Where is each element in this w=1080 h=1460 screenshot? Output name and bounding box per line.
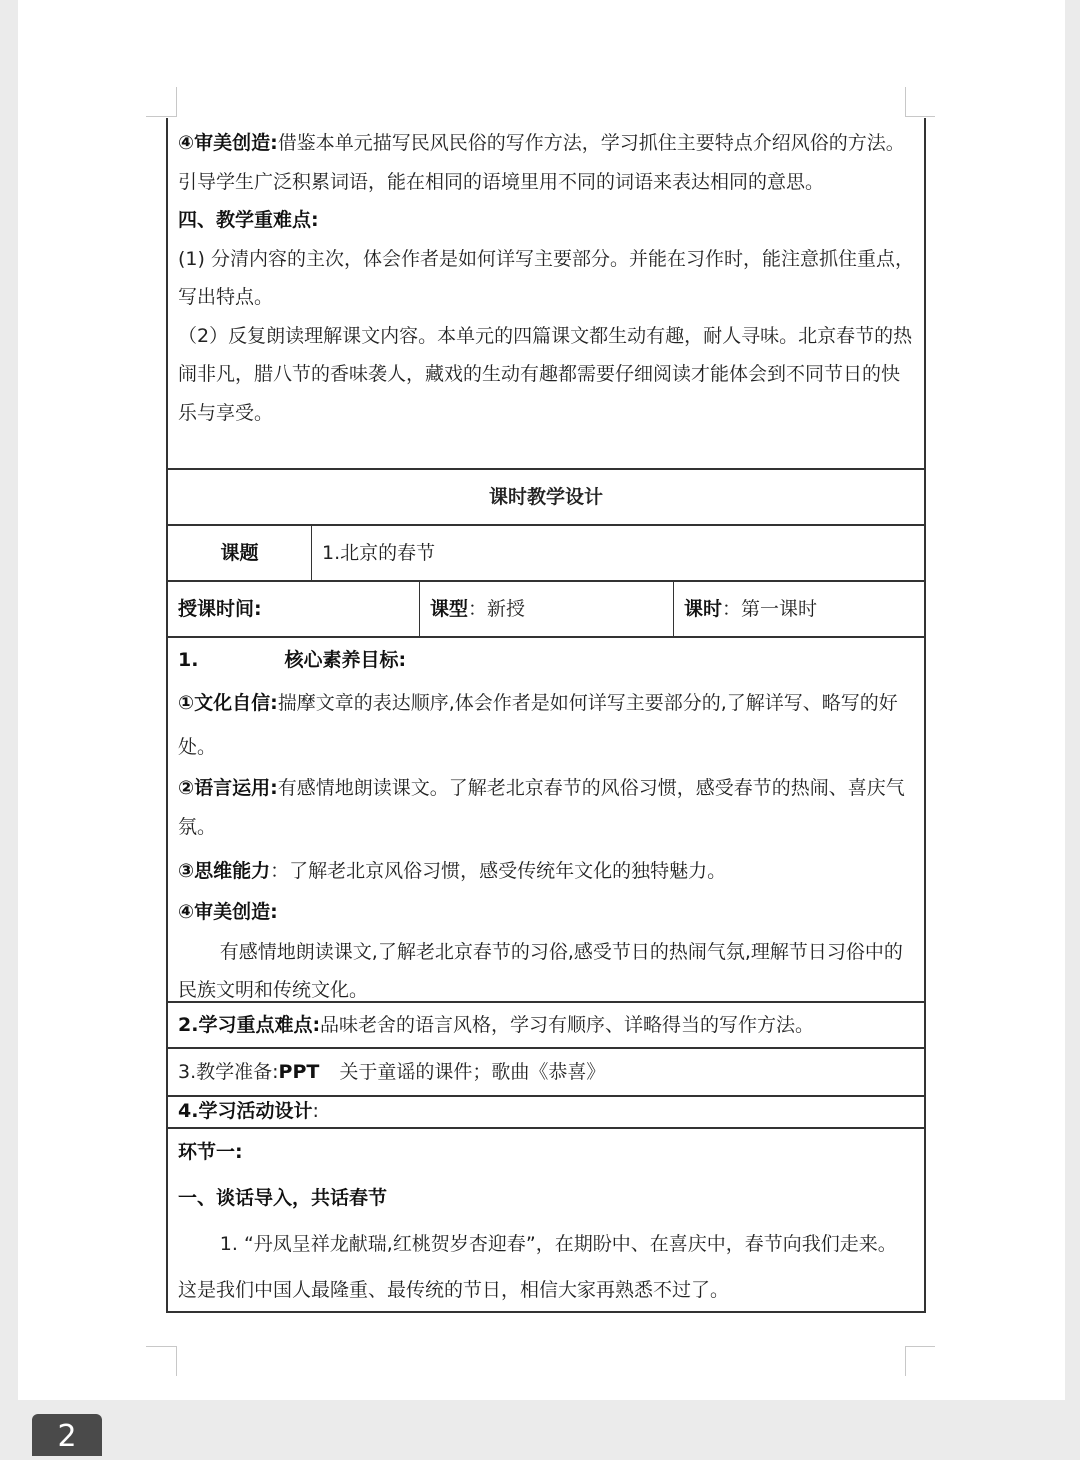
- language-goal: ②语言运用:有感情地朗读课文。了解老北京春节的风俗习惯，感受春节的热闹、喜庆气氛。: [178, 777, 905, 838]
- crop-mark: [905, 116, 935, 117]
- step-heading: 一、谈话导入，共话春节: [178, 1187, 388, 1209]
- type-cell: 课型：新授: [420, 582, 674, 636]
- step-one-cell: [166, 1129, 926, 1313]
- step-label: 环节一:: [178, 1141, 243, 1163]
- lesson-plan-table: [166, 118, 926, 1313]
- page-number-badge: 2: [32, 1414, 102, 1456]
- key-point-2: （2）反复朗读理解课文内容。本单元的四篇课文都生动有趣，耐人寻味。北京春节的热闹非凡，腊八节的香味袭人，藏戏的生动有趣都需要仔细阅读才能体会到不同节日的快乐与享受。: [178, 324, 913, 424]
- crop-mark: [176, 1346, 177, 1376]
- prep-cell: 3.教学准备:PPT 关于童谣的课件；歌曲《恭喜》: [166, 1049, 926, 1097]
- crop-mark: [146, 116, 176, 117]
- crop-mark: [146, 1346, 176, 1347]
- step-paragraph: 1. “丹凤呈祥龙献瑞,红桃贺岁杏迎春”，在期盼中、在喜庆中，春节向我们走来。这是我们中国人最隆重、最传统的节日，相信大家再熟悉不过了。: [178, 1233, 897, 1301]
- topic-value: 1.北京的春节: [322, 542, 436, 564]
- core-goals-cell: [166, 638, 926, 1003]
- crop-mark: [176, 87, 177, 117]
- aesthetic-goal-heading: ④审美创造:: [178, 901, 278, 923]
- core-goals-heading: 1. 核心素养目标:: [178, 649, 407, 671]
- objectives-continued-cell: [166, 118, 926, 470]
- thinking-goal: ③思维能力：了解老北京风俗习惯，感受传统年文化的独特魅力。: [178, 860, 727, 882]
- culture-goal: ①文化自信:揣摩文章的表达顺序,体会作者是如何详写主要部分的,了解详写、略写的好处。: [178, 692, 898, 758]
- design-title: 课时教学设计: [488, 486, 603, 508]
- aesthetic-goal-text: 有感情地朗读课文,了解老北京春节的习俗,感受节日的热闹气氛,理解节日习俗中的民族文明和传统文化。: [178, 941, 903, 1001]
- topic-label: 课题: [168, 526, 312, 580]
- activity-cell: 4.学习活动设计:: [166, 1097, 926, 1129]
- crop-mark: [905, 1346, 935, 1347]
- key-difficult-cell: 2.学习重点难点:品味老舍的语言风格，学习有顺序、详略得当的写作方法。: [166, 1003, 926, 1049]
- aesthetic-goal: ④审美创造:借鉴本单元描写民风民俗的写作方法，学习抓住主要特点介绍风俗的方法。引导学生广泛积累词语，能在相同的语境里用不同的词语来表达相同的意思。: [178, 132, 905, 193]
- crop-mark: [905, 87, 906, 117]
- design-title-cell: [166, 470, 926, 526]
- schedule-row: [166, 582, 926, 638]
- time-label: 授课时间:: [168, 582, 420, 636]
- key-point-1: (1) 分清内容的主次，体会作者是如何详写主要部分。并能在习作时，能注意抓住重点，写出特点。: [178, 247, 914, 308]
- topic-row: [166, 526, 926, 582]
- crop-mark: [905, 1346, 906, 1376]
- period-cell: 课时：第一课时: [684, 598, 818, 620]
- key-points-heading: 四、教学重难点:: [178, 209, 319, 231]
